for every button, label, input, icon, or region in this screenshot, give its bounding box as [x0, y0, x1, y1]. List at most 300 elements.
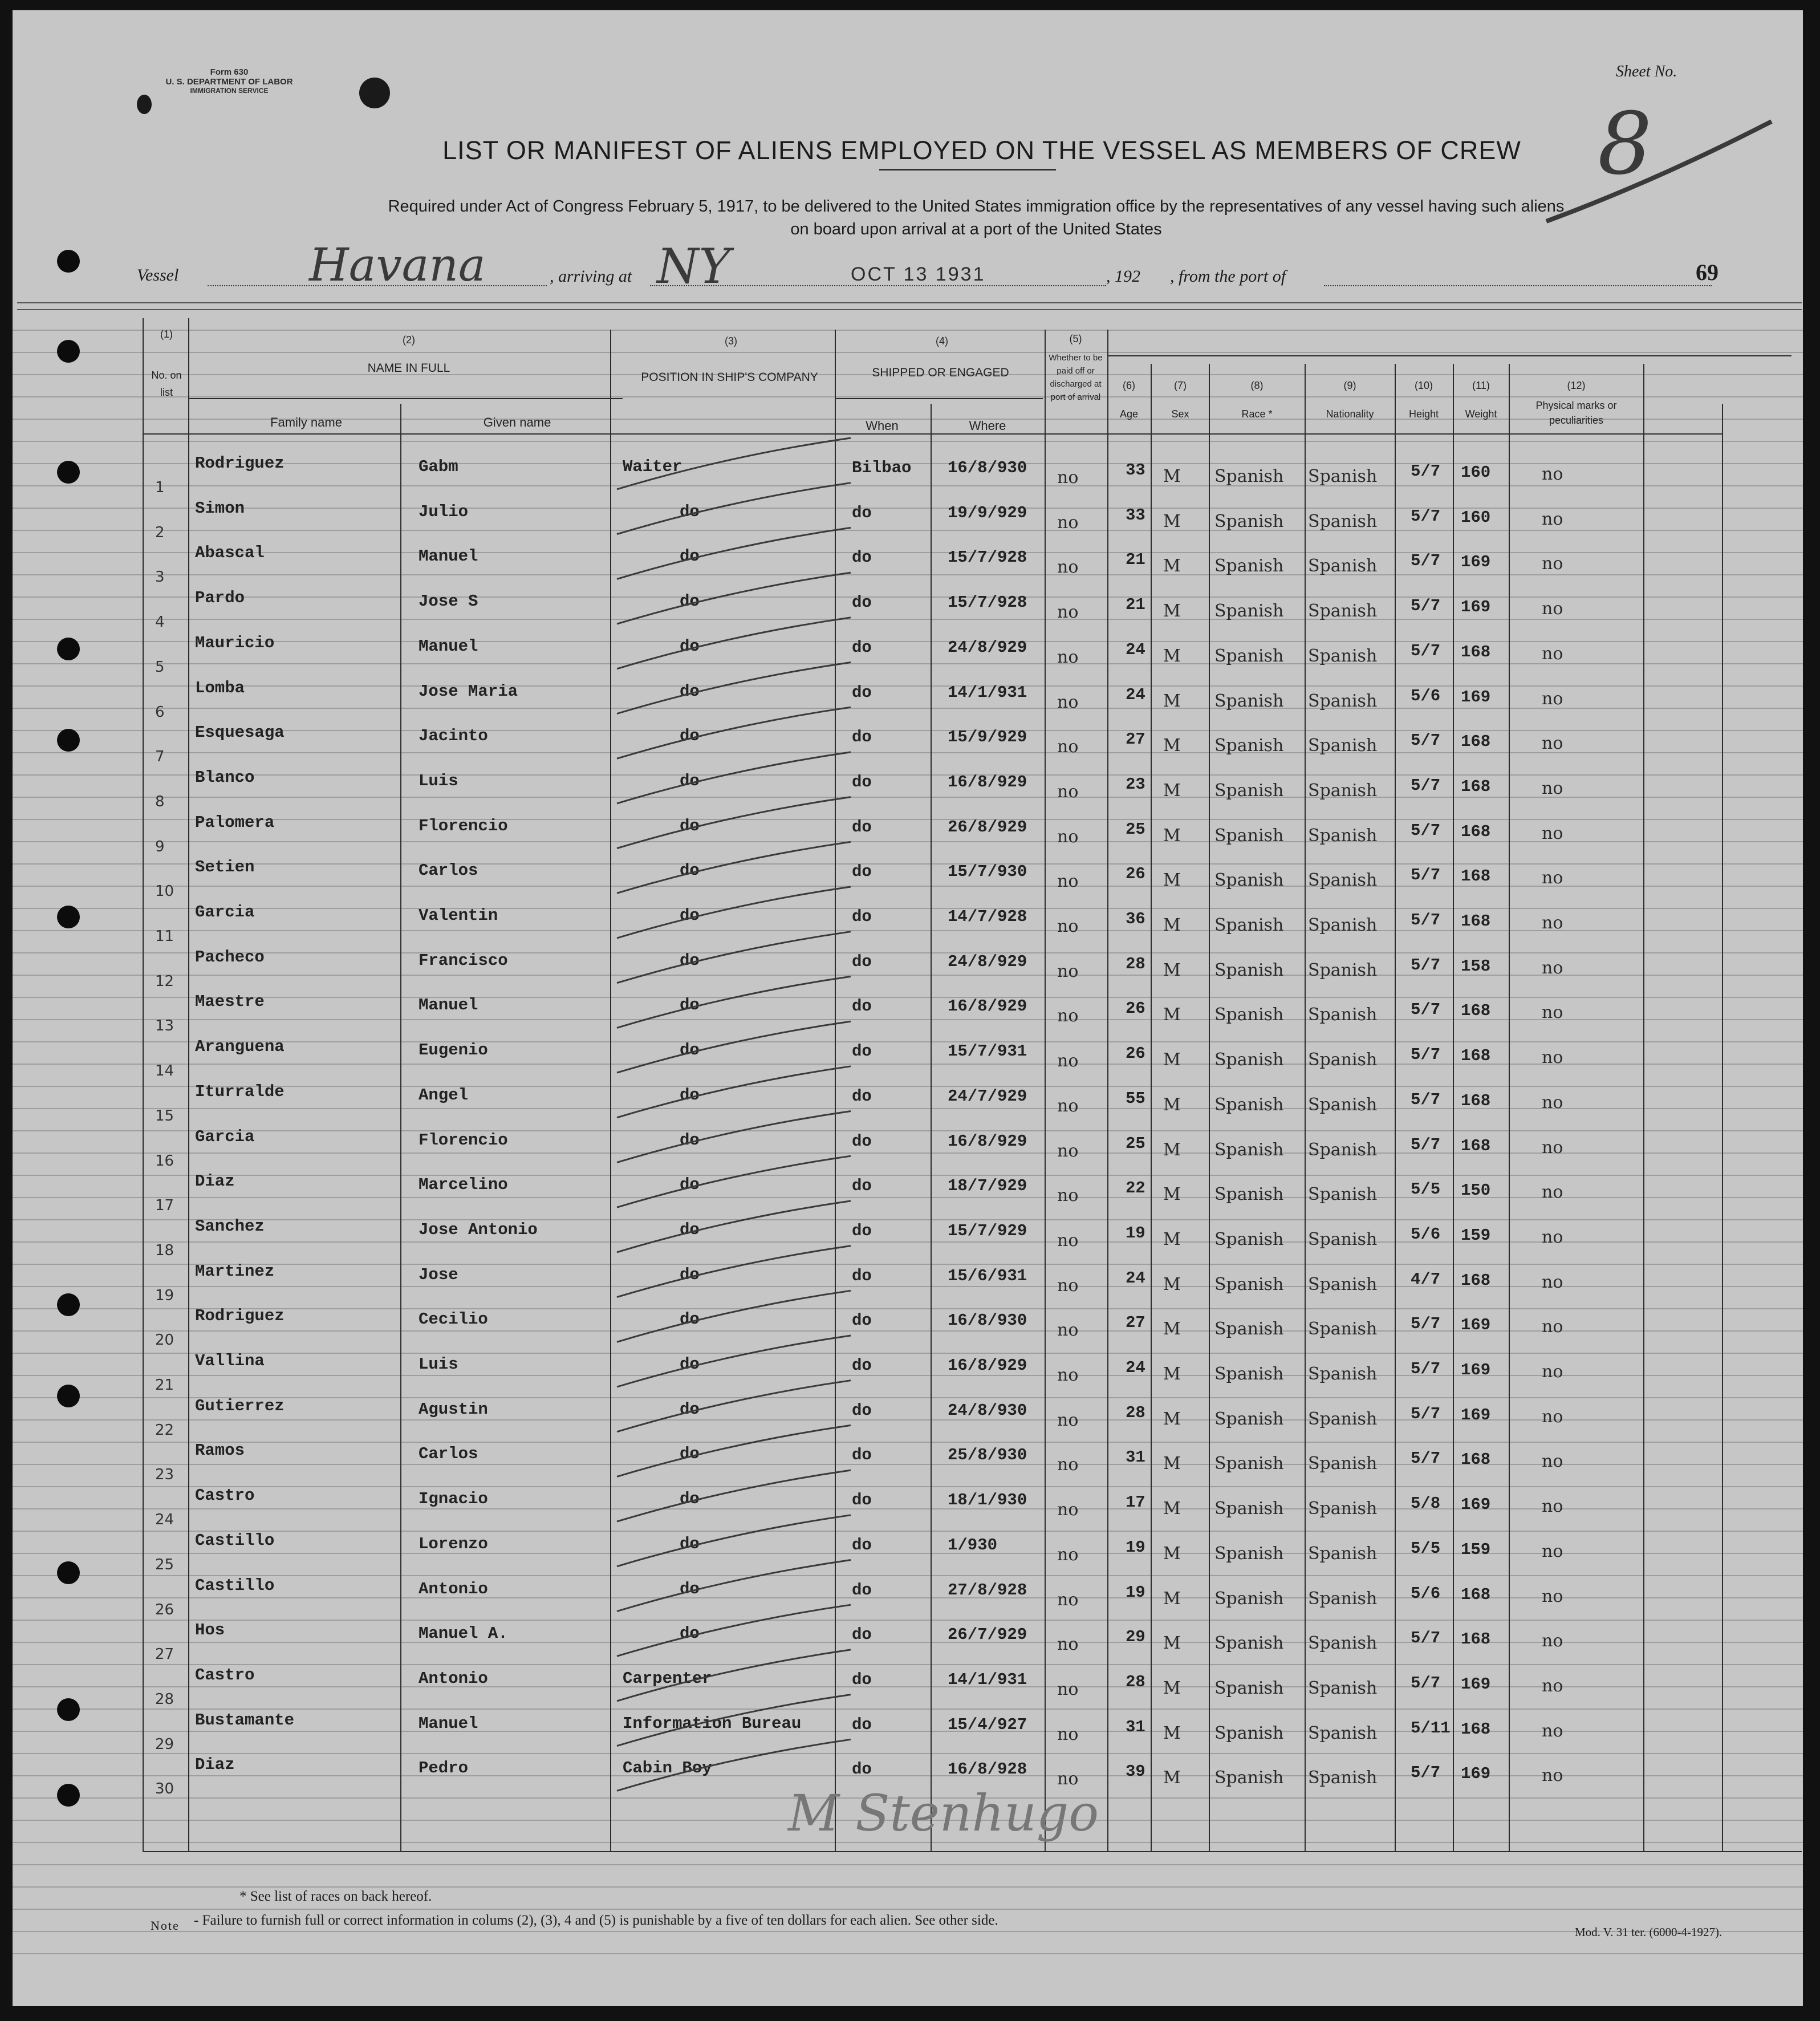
cell-weight: 169: [1461, 1495, 1491, 1515]
cell-age: 23: [1126, 774, 1145, 794]
cell-weight: 169: [1461, 1405, 1491, 1425]
cell-where: do: [852, 728, 872, 747]
cell-when: 24/8/929: [948, 952, 1027, 971]
pen-stroke: [617, 1515, 851, 1567]
cell-paid: no: [1057, 1141, 1079, 1161]
cell-given: Manuel: [419, 636, 478, 656]
year-label: , 192: [1106, 267, 1140, 286]
pen-stroke: [617, 1605, 851, 1656]
cell-where: do: [852, 1356, 872, 1375]
cell-where: do: [852, 1625, 872, 1645]
cell-age: 31: [1126, 1717, 1145, 1736]
col-position-number: (3): [725, 335, 737, 347]
cell-race: Spanish: [1214, 780, 1284, 801]
cell-position: do: [680, 1355, 700, 1374]
row-number: 7: [155, 748, 165, 766]
pen-stroke: [617, 1156, 851, 1207]
row-number: 15: [155, 1107, 174, 1125]
cell-race: Spanish: [1214, 511, 1284, 531]
row-number: 4: [155, 614, 165, 631]
cell-weight: 168: [1461, 642, 1491, 662]
cell-race: Spanish: [1214, 466, 1284, 486]
cell-nat: Spanish: [1308, 736, 1378, 756]
pen-stroke: [617, 1381, 851, 1432]
cell-nat: Spanish: [1308, 1499, 1378, 1519]
cell-nat: Spanish: [1308, 1723, 1378, 1743]
cell-where: do: [852, 772, 872, 792]
cell-weight: 168: [1461, 732, 1491, 752]
cell-marks: no: [1542, 554, 1563, 574]
cell-when: 15/7/928: [948, 593, 1027, 612]
col-nationality-number: (9): [1343, 380, 1356, 391]
cell-given: Cecilio: [419, 1310, 488, 1329]
cell-age: 17: [1126, 1493, 1145, 1512]
cell-position: do: [680, 727, 700, 746]
cell-race: Spanish: [1214, 825, 1284, 846]
cell-paid: no: [1057, 557, 1079, 578]
cell-weight: 168: [1461, 1630, 1491, 1649]
pen-stroke: [617, 707, 851, 758]
cell-height: 5/7: [1411, 1135, 1441, 1154]
cell-when: 15/7/928: [948, 548, 1027, 567]
cell-position: Waiter: [623, 457, 682, 476]
cell-position: do: [680, 951, 700, 970]
cell-nat: Spanish: [1308, 780, 1378, 801]
cell-weight: 168: [1461, 1136, 1491, 1155]
cell-family: Mauricio: [195, 633, 275, 652]
cell-paid: no: [1057, 871, 1079, 892]
cell-paid: no: [1057, 1455, 1079, 1475]
cell-height: 5/7: [1411, 506, 1441, 526]
pen-stroke: [617, 932, 851, 983]
cell-when: 15/7/929: [948, 1221, 1027, 1240]
row-number: 16: [155, 1152, 174, 1170]
cell-family: Aranguena: [195, 1037, 285, 1057]
cell-sex: M: [1163, 466, 1181, 486]
cell-race: Spanish: [1214, 1005, 1284, 1025]
cell-given: Manuel A.: [419, 1624, 508, 1643]
cell-age: 26: [1126, 865, 1145, 884]
cell-where: do: [852, 1311, 872, 1330]
cell-paid: no: [1057, 1275, 1079, 1296]
cell-nat: Spanish: [1308, 1319, 1378, 1340]
cell-paid: no: [1057, 916, 1079, 936]
cell-where: do: [852, 503, 872, 522]
col-paid-label: Whether to be paid off or discharged at port of arrival: [1049, 353, 1103, 402]
cell-position: do: [680, 771, 700, 790]
cell-paid: no: [1057, 1679, 1079, 1699]
cell-weight: 159: [1461, 1540, 1491, 1559]
cell-age: 28: [1126, 1403, 1145, 1422]
cell-race: Spanish: [1214, 1229, 1284, 1249]
cell-marks: no: [1542, 1272, 1563, 1292]
cell-marks: no: [1542, 688, 1563, 709]
cell-family: Pacheco: [195, 947, 265, 967]
cell-marks: no: [1542, 1406, 1563, 1427]
cell-marks: no: [1542, 1227, 1563, 1247]
cell-when: 14/1/931: [948, 683, 1027, 702]
cell-family: Castro: [195, 1486, 255, 1505]
pen-stroke: [617, 1425, 851, 1476]
cell-sex: M: [1163, 780, 1181, 801]
col-age-label: Age: [1119, 408, 1139, 420]
cell-weight: 168: [1461, 1046, 1491, 1066]
cell-when: 26/7/929: [948, 1625, 1027, 1645]
cell-given: Manuel: [419, 547, 478, 566]
cell-given: Julio: [419, 502, 469, 521]
port-of-label: , from the port of: [1170, 267, 1286, 286]
cell-race: Spanish: [1214, 1499, 1284, 1519]
cell-when: 24/7/929: [948, 1086, 1027, 1106]
cell-position: do: [680, 1490, 700, 1509]
cell-nat: Spanish: [1308, 1409, 1378, 1429]
cell-height: 5/6: [1411, 686, 1441, 705]
cell-weight: 169: [1461, 1764, 1491, 1784]
cell-paid: no: [1057, 468, 1079, 488]
cell-position: do: [680, 1624, 700, 1643]
cell-race: Spanish: [1214, 646, 1284, 666]
cell-marks: no: [1542, 1541, 1563, 1561]
row-number: 20: [155, 1332, 174, 1349]
cell-height: 5/7: [1411, 1763, 1441, 1783]
cell-given: Agustin: [419, 1399, 488, 1419]
cell-where: do: [852, 1446, 872, 1465]
cell-family: Garcia: [195, 1127, 255, 1146]
cell-nat: Spanish: [1308, 1633, 1378, 1654]
cell-when: 24/8/930: [948, 1401, 1027, 1420]
cell-paid: no: [1057, 692, 1079, 712]
cell-race: Spanish: [1214, 1274, 1284, 1294]
cell-weight: 160: [1461, 463, 1491, 482]
cell-when: 18/7/929: [948, 1176, 1027, 1196]
row-number: 2: [155, 523, 165, 541]
cell-race: Spanish: [1214, 736, 1284, 756]
subtitle-line-2: on board upon arrival at a port of the United States: [790, 220, 1162, 238]
cell-position: do: [680, 636, 700, 656]
cell-family: Ramos: [195, 1441, 245, 1460]
cell-sex: M: [1163, 915, 1181, 935]
cell-race: Spanish: [1214, 601, 1284, 622]
cell-family: Iturralde: [195, 1082, 285, 1101]
row-number: 1: [155, 479, 165, 496]
cell-position: Information Bureau: [623, 1714, 802, 1733]
cell-paid: no: [1057, 1320, 1079, 1341]
cell-nat: Spanish: [1308, 1454, 1378, 1474]
cell-age: 24: [1126, 685, 1145, 704]
row-number: 25: [155, 1556, 174, 1573]
cell-paid: no: [1057, 1051, 1079, 1072]
col-name-label: NAME IN FULL: [367, 362, 450, 375]
cell-where: do: [852, 1221, 872, 1240]
cell-weight: 168: [1461, 777, 1491, 796]
cell-sex: M: [1163, 736, 1181, 756]
cell-paid: no: [1057, 961, 1079, 981]
cell-paid: no: [1057, 1365, 1079, 1385]
cell-height: 5/7: [1411, 1673, 1441, 1693]
row-number: 24: [155, 1511, 174, 1529]
row-number: 23: [155, 1466, 174, 1484]
col-family-name: Family name: [270, 415, 342, 429]
department-name: U. S. DEPARTMENT OF LABOR: [165, 77, 293, 87]
cell-sex: M: [1163, 1409, 1181, 1429]
cell-sex: M: [1163, 870, 1181, 891]
cell-weight: 159: [1461, 1225, 1491, 1245]
cell-paid: no: [1057, 1230, 1079, 1251]
cell-height: 5/7: [1411, 1000, 1441, 1020]
cell-where: do: [852, 907, 872, 926]
cell-given: Carlos: [419, 1444, 478, 1464]
cell-race: Spanish: [1214, 1409, 1284, 1429]
cell-height: 5/7: [1411, 1629, 1441, 1648]
cell-family: Castillo: [195, 1576, 275, 1595]
cell-paid: no: [1057, 647, 1079, 667]
cell-height: 5/6: [1411, 1224, 1441, 1244]
cell-when: 15/4/927: [948, 1715, 1027, 1734]
cell-family: Diaz: [195, 1172, 235, 1191]
cell-race: Spanish: [1214, 1723, 1284, 1743]
cell-nat: Spanish: [1308, 691, 1378, 711]
pen-stroke: [617, 483, 851, 534]
cell-height: 5/11: [1411, 1718, 1451, 1738]
col-height-label: Height: [1408, 408, 1439, 420]
col-marks-number: (12): [1567, 380, 1586, 391]
cell-position: do: [680, 681, 700, 701]
cell-position: do: [680, 1220, 700, 1239]
cell-weight: 168: [1461, 1585, 1491, 1604]
cell-weight: 169: [1461, 598, 1491, 617]
cell-family: Rodriguez: [195, 454, 285, 473]
cell-height: 5/7: [1411, 821, 1441, 840]
cell-height: 5/6: [1411, 1584, 1441, 1603]
cell-age: 24: [1126, 640, 1145, 659]
cell-when: 16/8/929: [948, 997, 1027, 1016]
cell-paid: no: [1057, 826, 1079, 847]
cell-sex: M: [1163, 601, 1181, 622]
cell-where: do: [852, 1580, 872, 1600]
cell-where: do: [852, 1491, 872, 1510]
cell-weight: 150: [1461, 1181, 1491, 1200]
cell-family: Rodriguez: [195, 1306, 285, 1326]
cell-age: 28: [1126, 954, 1145, 973]
cell-nat: Spanish: [1308, 1139, 1378, 1160]
cell-given: Ignacio: [419, 1490, 488, 1509]
subtitle-line-1: Required under Act of Congress February 5, 1917, to be delivered to the United States immigration office by the representatives of any vessel having such aliens: [388, 197, 1565, 216]
cell-when: 25/8/930: [948, 1446, 1027, 1465]
cell-paid: no: [1057, 1589, 1079, 1610]
cell-age: 26: [1126, 1044, 1145, 1064]
cell-family: Martinez: [195, 1261, 275, 1281]
cell-sex: M: [1163, 960, 1181, 980]
cell-sex: M: [1163, 1633, 1181, 1654]
cell-given: Jose S: [419, 592, 478, 611]
cell-height: 5/7: [1411, 866, 1441, 885]
cell-when: 15/7/931: [948, 1042, 1027, 1061]
pen-stroke: [617, 618, 851, 669]
cell-sex: M: [1163, 825, 1181, 846]
cell-race: Spanish: [1214, 691, 1284, 711]
cell-age: 55: [1126, 1089, 1145, 1108]
cell-age: 39: [1126, 1762, 1145, 1781]
cell-height: 5/7: [1411, 462, 1441, 481]
cell-position: do: [680, 547, 700, 566]
cell-age: 27: [1126, 1313, 1145, 1333]
cell-weight: 168: [1461, 1271, 1491, 1290]
cell-race: Spanish: [1214, 1588, 1284, 1609]
col-race-label: Race *: [1241, 408, 1273, 420]
col-shipped-label: SHIPPED OR ENGAGED: [872, 366, 1009, 379]
cell-given: Francisco: [419, 951, 508, 970]
pen-stroke: [617, 752, 851, 803]
cell-nat: Spanish: [1308, 646, 1378, 666]
cell-height: 5/7: [1411, 1045, 1441, 1065]
cell-weight: 158: [1461, 956, 1491, 976]
pen-stroke: [617, 842, 851, 893]
row-number: 30: [155, 1780, 174, 1798]
arriving-label: , arriving at: [550, 267, 632, 286]
cell-nat: Spanish: [1308, 1588, 1378, 1609]
cell-marks: no: [1542, 509, 1563, 529]
cell-where: do: [852, 862, 872, 882]
cell-when: 27/8/928: [948, 1580, 1027, 1600]
cell-race: Spanish: [1214, 870, 1284, 891]
cell-marks: no: [1542, 957, 1563, 978]
cell-paid: no: [1057, 1006, 1079, 1026]
row-number: 3: [155, 569, 165, 586]
cell-height: 4/7: [1411, 1269, 1441, 1289]
cell-when: 16/8/930: [948, 458, 1027, 477]
cell-when: 19/9/929: [948, 503, 1027, 522]
cell-marks: no: [1542, 1631, 1563, 1651]
row-number: 10: [155, 883, 174, 900]
cell-weight: 168: [1461, 1719, 1491, 1739]
pen-stroke: [617, 663, 851, 714]
col-race-number: (8): [1250, 380, 1264, 391]
cell-marks: no: [1542, 1766, 1563, 1786]
cell-marks: no: [1542, 778, 1563, 798]
row-number: 9: [155, 838, 165, 855]
cell-given: Carlos: [419, 861, 478, 880]
cell-race: Spanish: [1214, 1364, 1284, 1384]
cell-race: Spanish: [1214, 1678, 1284, 1698]
cell-where: do: [852, 1086, 872, 1106]
cell-where: do: [852, 1760, 872, 1779]
form-number: Form 630: [210, 67, 249, 77]
cell-age: 19: [1126, 1223, 1145, 1243]
cell-when: 18/1/930: [948, 1491, 1027, 1510]
col-no-label: No. on list: [151, 370, 182, 398]
cell-when: 15/6/931: [948, 1266, 1027, 1285]
col-when: When: [866, 419, 899, 433]
arrival-port: NY: [657, 238, 730, 294]
pen-stroke: [617, 1111, 851, 1163]
cell-height: 5/7: [1411, 551, 1441, 571]
cell-paid: no: [1057, 1724, 1079, 1744]
row-number: 17: [155, 1197, 174, 1215]
col-where: Where: [969, 419, 1006, 433]
row-number: 22: [155, 1421, 174, 1439]
cell-marks: no: [1542, 1048, 1563, 1068]
row-number: 13: [155, 1017, 174, 1035]
sheet-number: 8: [1598, 95, 1652, 194]
cell-height: 5/5: [1411, 1539, 1441, 1558]
cell-weight: 169: [1461, 1316, 1491, 1335]
sheet-label: Sheet No.: [1616, 63, 1677, 80]
col-weight-number: (11): [1472, 380, 1490, 391]
signature: M Stenhugo: [788, 1784, 1099, 1843]
cell-paid: no: [1057, 1095, 1079, 1116]
cell-family: Esquesaga: [195, 723, 285, 742]
cell-given: Jose Antonio: [419, 1220, 538, 1239]
cell-position: do: [680, 1310, 700, 1329]
cell-given: Gabm: [419, 457, 458, 476]
cell-age: 22: [1126, 1179, 1145, 1198]
cell-family: Castillo: [195, 1531, 275, 1550]
cell-nat: Spanish: [1308, 511, 1378, 531]
cell-age: 27: [1126, 730, 1145, 749]
col-height-number: (10): [1414, 380, 1433, 391]
col-nationality-label: Nationality: [1326, 408, 1374, 420]
cell-paid: no: [1057, 1500, 1079, 1520]
cell-when: 24/8/929: [948, 638, 1027, 657]
cell-when: 14/7/928: [948, 907, 1027, 926]
cell-sex: M: [1163, 1588, 1181, 1609]
cell-nat: Spanish: [1308, 870, 1378, 891]
cell-age: 21: [1126, 550, 1145, 570]
cell-paid: no: [1057, 1634, 1079, 1655]
cell-marks: no: [1542, 1317, 1563, 1337]
col-weight-label: Weight: [1465, 408, 1497, 420]
cell-marks: no: [1542, 1586, 1563, 1606]
cell-given: Angel: [419, 1085, 469, 1105]
cell-race: Spanish: [1214, 1454, 1284, 1474]
vessel-name: Havana: [309, 238, 486, 291]
cell-nat: Spanish: [1308, 1005, 1378, 1025]
cell-race: Spanish: [1214, 1050, 1284, 1070]
cell-given: Lorenzo: [419, 1534, 488, 1553]
cell-race: Spanish: [1214, 1319, 1284, 1340]
cell-when: 14/1/931: [948, 1670, 1027, 1689]
cell-family: Gutierrez: [195, 1396, 285, 1415]
cell-where: Bilbao: [852, 458, 912, 477]
cell-age: 19: [1126, 1582, 1145, 1602]
row-number: 28: [155, 1690, 174, 1708]
cell-given: Antonio: [419, 1579, 488, 1598]
row-number: 18: [155, 1241, 174, 1259]
cell-marks: no: [1542, 1675, 1563, 1696]
cell-when: 15/9/929: [948, 728, 1027, 747]
cell-given: Jose: [419, 1265, 458, 1284]
cell-paid: no: [1057, 512, 1079, 533]
cell-sex: M: [1163, 1723, 1181, 1743]
cell-paid: no: [1057, 781, 1079, 802]
cell-sex: M: [1163, 1229, 1181, 1249]
cell-nat: Spanish: [1308, 1050, 1378, 1070]
cell-paid: no: [1057, 1769, 1079, 1789]
cell-position: do: [680, 1041, 700, 1060]
cell-nat: Spanish: [1308, 466, 1378, 486]
cell-height: 5/7: [1411, 641, 1441, 660]
cell-family: Maestre: [195, 992, 265, 1012]
cell-marks: no: [1542, 1003, 1563, 1023]
cell-sex: M: [1163, 1050, 1181, 1070]
row-number: 5: [155, 658, 165, 676]
races-note: * See list of races on back hereof.: [239, 1889, 432, 1904]
cell-position: do: [680, 1444, 700, 1464]
row-number: 19: [155, 1287, 174, 1304]
cell-marks: no: [1542, 1496, 1563, 1517]
cell-age: 19: [1126, 1537, 1145, 1557]
cell-height: 5/7: [1411, 1090, 1441, 1109]
